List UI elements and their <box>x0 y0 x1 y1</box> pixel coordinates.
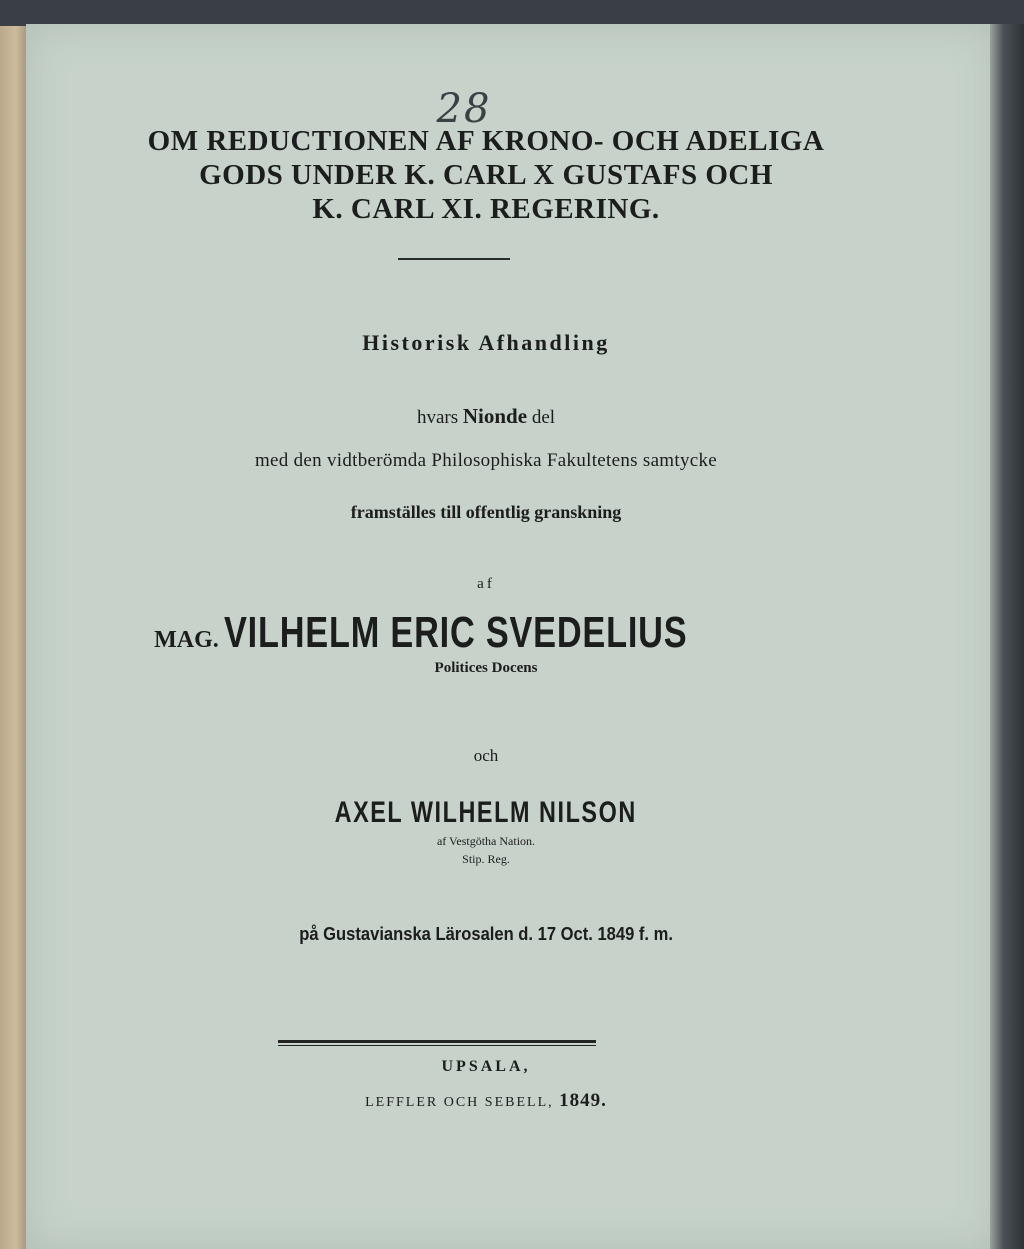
title-line-3: K. CARL XI. REGERING. <box>312 193 660 225</box>
by-line: af <box>477 576 495 592</box>
submission-line: framställes till offentlig granskning <box>350 502 622 522</box>
part-line <box>86 404 886 429</box>
handwritten-number: 28 <box>436 86 492 132</box>
genre-heading: Historisk Afhandling <box>362 330 610 355</box>
and-line: och <box>473 746 499 765</box>
imprint-printer: LEFFLER OCH SEBELL, <box>365 1095 554 1110</box>
document-title <box>86 124 886 226</box>
imprint-divider <box>278 1040 596 1046</box>
author-2-name: AXEL WILHELM NILSON <box>334 796 638 829</box>
title-line-2: GODS UNDER K. CARL X GUSTAFS OCH <box>199 159 773 191</box>
venue-date-line <box>86 924 886 945</box>
page-edge-shadow <box>990 24 1024 1249</box>
imprint-year: 1849. <box>559 1090 607 1111</box>
part-number: Nionde <box>462 404 528 428</box>
venue-date-text: på Gustavianska Lärosalen d. 17 Oct. 1849 f. m. <box>299 924 673 944</box>
part-suffix: del <box>531 407 556 428</box>
author-2-stip: Stip. Reg. <box>462 852 510 866</box>
author-1-prefix: MAG. <box>154 627 219 653</box>
author-2-nation: af Vestgötha Nation. <box>436 834 536 848</box>
consent-line: med den vidtberömda Philosophiska Fakultetens samtycke <box>254 450 718 471</box>
imprint-printer-line <box>86 1090 886 1112</box>
author-1 <box>86 608 886 658</box>
book-spine-edge <box>0 26 26 1249</box>
imprint-place: UPSALA, <box>441 1058 531 1075</box>
part-prefix: hvars <box>416 407 459 428</box>
title-divider <box>398 258 510 260</box>
author-1-name: VILHELM ERIC SVEDELIUS <box>223 608 688 657</box>
author-2 <box>86 796 886 830</box>
author-1-title: Politices Docens <box>434 660 538 676</box>
title-line-1: OM REDUCTIONEN AF KRONO- OCH ADELIGA <box>147 125 825 157</box>
